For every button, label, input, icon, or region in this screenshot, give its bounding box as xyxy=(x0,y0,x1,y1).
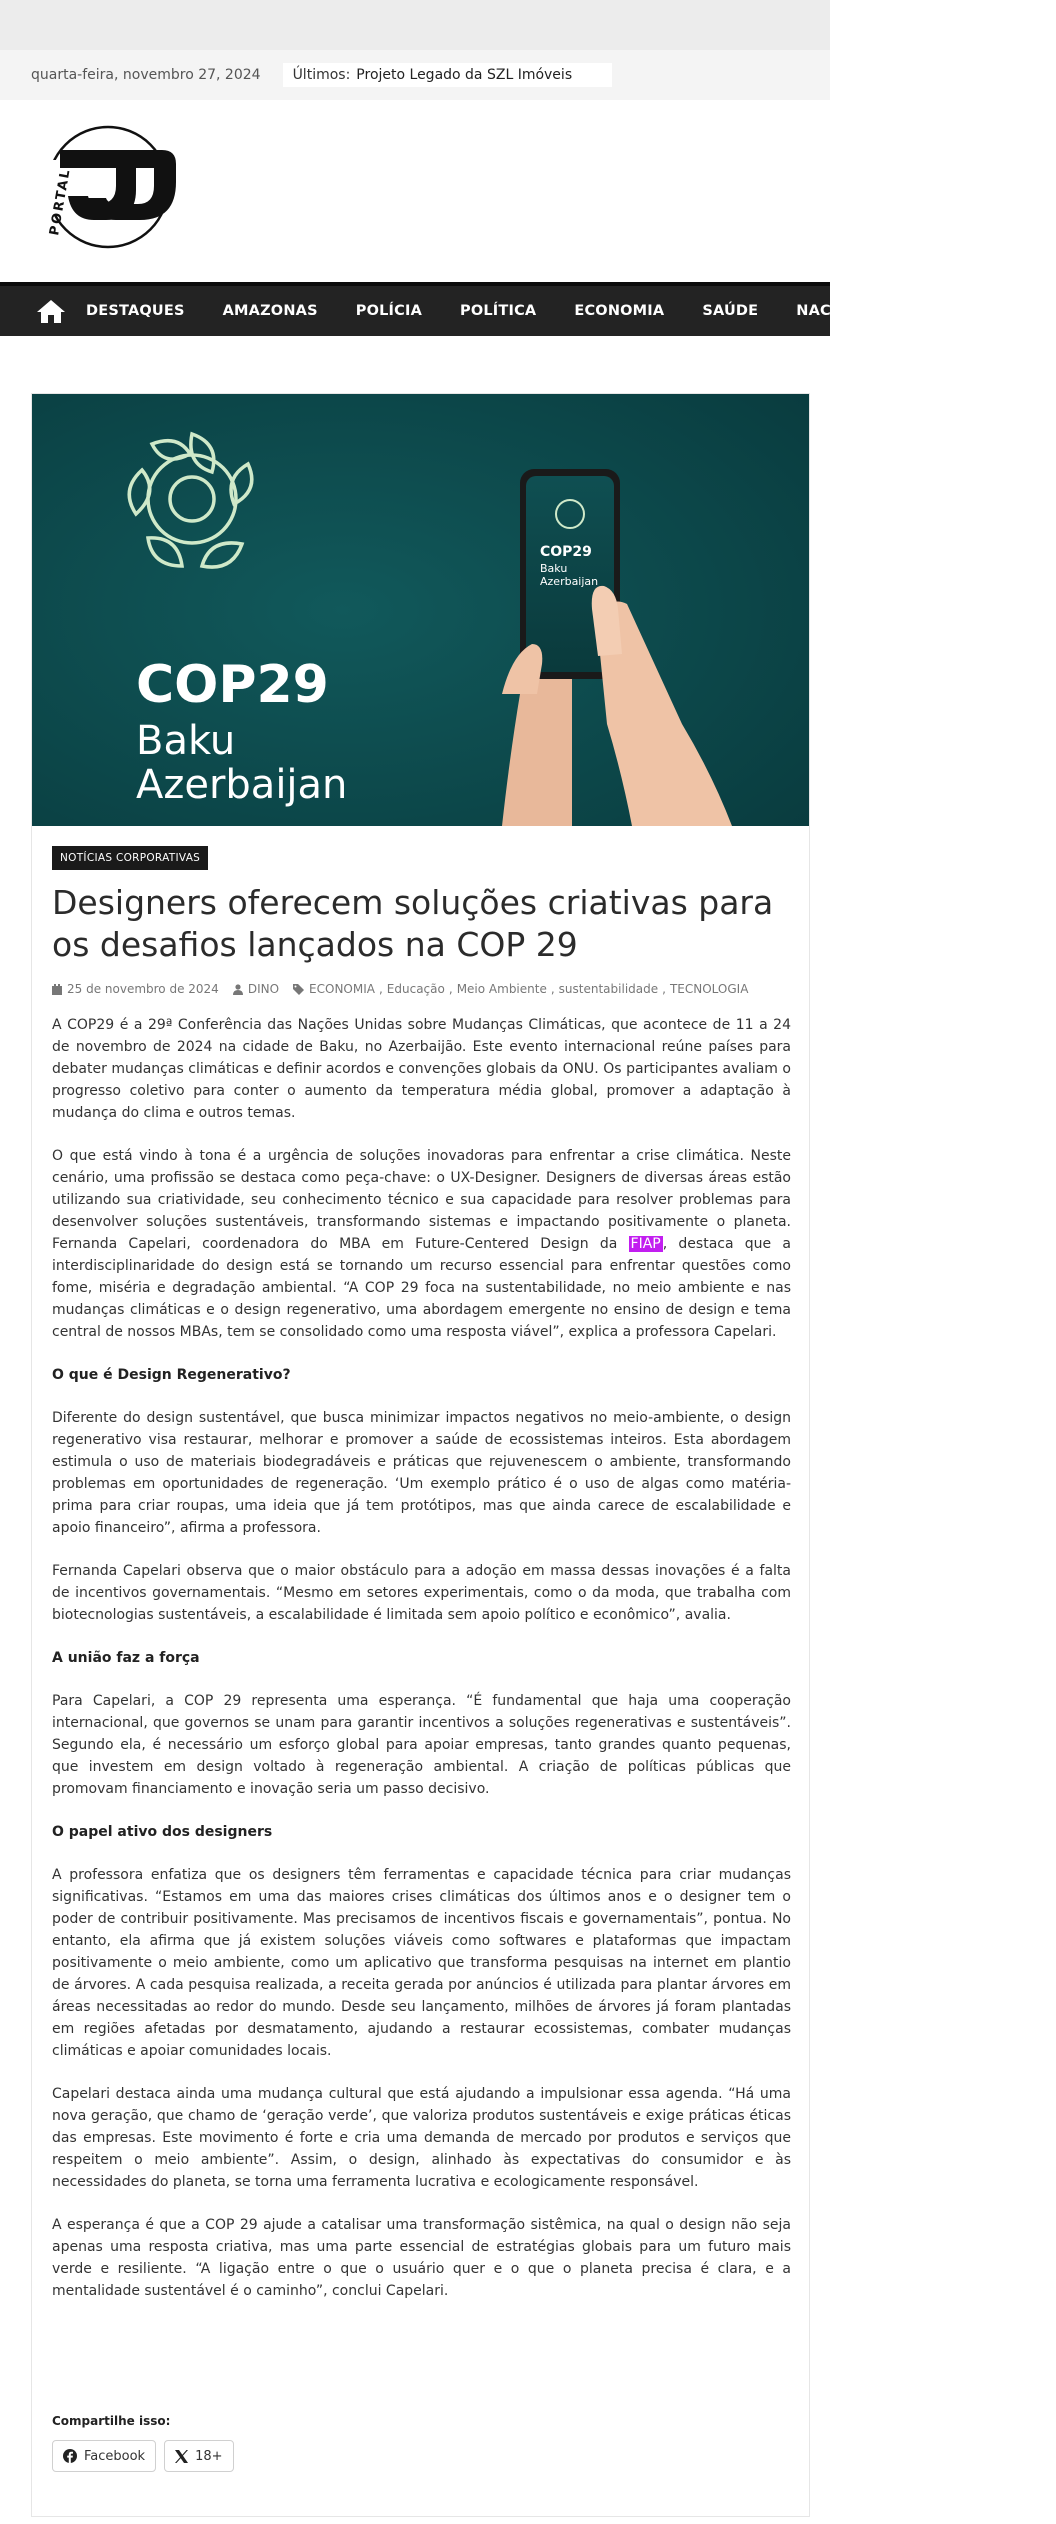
top-bar xyxy=(0,50,830,100)
main-navigation xyxy=(0,282,1056,336)
hero-azerbaijan-text: Azerbaijan xyxy=(136,762,348,808)
tag-icon xyxy=(293,984,304,995)
user-icon xyxy=(233,984,243,995)
paragraph: Fernanda Capelari observa que o maior obstáculo para a adoção em massa dessas inovações é a falta de incentivos governamentais. “Mesmo em setores experimentais, como o da moda, que trabalha com biotecnologias sustentáveis, a escalabilidade é limitada sem apoio político e econômico”, avalia. xyxy=(52,1563,791,1623)
nav-item-economia[interactable]: ECONOMIA xyxy=(574,303,665,319)
article-meta: 25 de novembro de 2024 DINO ECONOMIA , Educação , Meio Ambiente , sustentabilidade , TECNOLOGIA xyxy=(52,982,762,996)
home-button[interactable] xyxy=(36,296,66,326)
phone-azerbaijan-text: Azerbaijan xyxy=(540,575,599,588)
paragraph: Diferente do design sustentável, que busca minimizar impactos negativos no meio-ambiente, o design regenerativo visa restaurar, melhorar e promover a saúde de ecossistemas inteiros. Esta abordagem estimula o uso de materiais biodegradáveis e práticas que rejuvenescem o ambiente, transformando problemas em oportunidades de regeneração. ‘Um exemplo prático é o uso de algas como matéria-prima para criar roupas, uma ideia que já tem protótipos, mas que ainda carece de escalabilidade e apoio financeiro”, afirma a professora. xyxy=(52,1410,791,1536)
hero-illustration xyxy=(32,394,809,826)
facebook-icon xyxy=(63,2449,77,2463)
section-heading-uniao: A união faz a força xyxy=(52,1650,200,1666)
tag-link[interactable]: Meio Ambiente xyxy=(456,982,547,996)
tag-link[interactable]: ECONOMIA xyxy=(309,982,375,996)
hero-cop29-text: COP29 xyxy=(136,655,329,715)
hero-baku-text: Baku xyxy=(136,718,236,764)
share-facebook-button[interactable] xyxy=(52,2440,156,2472)
latest-news-link[interactable]: Projeto Legado da SZL Imóveis xyxy=(356,67,573,83)
x-share-count: 18+ xyxy=(195,2448,223,2464)
share-label: Compartilhe isso: xyxy=(52,2414,171,2428)
article-title: Designers oferecem soluções criativas para os desafios lançados na COP 29 xyxy=(52,883,774,964)
current-date: quarta-feira, novembro 27, 2024 xyxy=(31,67,261,83)
paragraph xyxy=(52,1145,791,1343)
article-date[interactable]: 25 de novembro de 2024 xyxy=(67,982,219,996)
nav-item-destaques[interactable]: DESTAQUES xyxy=(86,303,185,319)
top-gap xyxy=(0,0,830,50)
phone-cop29-text: COP29 xyxy=(540,544,592,560)
site-logo[interactable] xyxy=(32,120,182,255)
paragraph-text: O que está vindo à tona é a urgência de soluções inovadoras para enfrentar a crise climática. Neste cenário, uma profissão se destaca como peça-chave: o UX-Designer. Designers de diversas áreas estão utilizando sua criatividade, seu conhecimento técnico e sua capacidade para resolver problemas para desenvolver soluções sustentáveis, transformando sistemas e impactando positivamente o planeta. Fernanda Capelari, coordenadora do MBA em Future-Centered Design da xyxy=(52,1148,791,1252)
latest-news-ticker[interactable] xyxy=(283,63,613,87)
category-badge[interactable]: NOTÍCIAS CORPORATIVAS xyxy=(52,846,208,870)
paragraph: Capelari destaca ainda uma mudança cultural que está ajudando a impulsionar essa agenda. “Há uma nova geração, que chamo de ‘geração verde’, que valoriza produtos sustentáveis e exige práticas éticas das empresas. Este movimento é forte e cria uma demanda de mercado por produtos e serviços que respeitem o meio ambiente”. Assim, o design, alinhado às expectativas do consumidor e às necessidades do planeta, se torna uma ferramenta lucrativa e ecologicamente responsável. xyxy=(52,2086,791,2190)
site-header xyxy=(0,100,830,280)
nav-item-nacional[interactable]: NACIONAL xyxy=(796,303,883,319)
article-hero-image xyxy=(32,394,809,826)
article-body xyxy=(52,1014,791,2323)
paragraph: A professora enfatiza que os designers têm ferramentas e capacidade técnica para criar mudanças significativas. “Estamos em uma das maiores crises climáticas dos últimos anos e o designer tem o poder de contribuir positivamente. Mas precisamos de incentivos fiscais e governamentais”, pontua. No entanto, ela afirma que já existem soluções viáveis como softwares e plataformas que impactam positivamente o meio ambiente, como um aplicativo que transforma pesquisas na internet em plantio de árvores. A cada pesquisa realizada, a receita gerada por anúncios é utilizada para plantar árvores em áreas necessitadas ao redor do mundo. Desde seu lançamento, milhões de árvores já foram plantadas em regiões afetadas por desmatamento, ajudando a restaurar ecossistemas, combater mudanças climáticas e apoiar comunidades locais. xyxy=(52,1867,791,2059)
nav-item-amazonas[interactable]: AMAZONAS xyxy=(222,303,318,319)
tag-link[interactable]: sustentabilidade xyxy=(558,982,659,996)
logo-portal-text: PORTAL xyxy=(47,166,74,237)
article-card xyxy=(31,393,810,2517)
paragraph-text: , destaca que a interdisciplinaridade do design está se tornando um recurso essencial para enfrentar questões como fome, miséria e degradação ambiental. “A COP 29 foca na sustentabilidade, no meio ambiente e nas mudanças climáticas e o design regenerativo, uma abordagem emergente no ensino de design e tema central de nossos MBAs, tem se consolidado como uma resposta viável”, explica a professora Capelari. xyxy=(52,1236,791,1340)
nav-item-saude[interactable]: SAÚDE xyxy=(702,303,759,319)
share-x-button[interactable] xyxy=(164,2440,233,2472)
home-icon xyxy=(36,298,66,324)
logo-graphic xyxy=(32,120,182,255)
section-heading-design-regenerativo: O que é Design Regenerativo? xyxy=(52,1367,291,1383)
phone-baku-text: Baku xyxy=(540,562,568,575)
nav-item-policia[interactable]: POLÍCIA xyxy=(355,303,422,319)
highlighted-fiap: FIAP xyxy=(630,1236,661,1252)
tag-link[interactable]: TECNOLOGIA xyxy=(669,982,749,996)
calendar-icon xyxy=(52,984,62,995)
x-icon xyxy=(175,2450,188,2463)
tag-link[interactable]: Educação xyxy=(386,982,445,996)
paragraph: Para Capelari, a COP 29 representa uma esperança. “É fundamental que haja uma cooperação internacional, que governos se unam para garantir incentivos a soluções regenerativas e sustentáveis”. Segundo ela, é necessário um esforço global para apoiar empresas, tanto grandes quanto pequenas, que investem em design voltado à regeneração ambiental. A criação de políticas públicas que promovam financiamento e inovação seria um passo decisivo. xyxy=(52,1693,791,1797)
paragraph: A esperança é que a COP 29 ajude a catalisar uma transformação sistêmica, na qual o design não seja apenas uma resposta criativa, mas uma parte essencial de estratégias globais para um futuro mais verde e resiliente. “A ligação entre o que o usuário quer e o que o planeta precisa é clara, e a mentalidade sustentável é o caminho”, conclui Capelari. xyxy=(52,2217,791,2299)
paragraph: A COP29 é a 29ª Conferência das Nações Unidas sobre Mudanças Climáticas, que acontece de 11 a 24 de novembro de 2024 na cidade de Baku, no Azerbaijão. Este evento internacional reúne países para debater mudanças climáticas e definir acordos e convenções globais da ONU. Os participantes avaliam o progresso coletivo para conter o aumento da temperatura média global, promover a adaptação à mudança do clima e outros temas. xyxy=(52,1017,791,1121)
section-heading-papel-designers: O papel ativo dos designers xyxy=(52,1824,273,1840)
nav-item-politica[interactable]: POLÍTICA xyxy=(460,303,537,319)
nav-item-internacional[interactable]: INTERNACIONAL xyxy=(920,303,1056,319)
share-section xyxy=(52,2414,234,2472)
latest-label: Últimos: xyxy=(292,67,351,83)
article-author[interactable]: DINO xyxy=(247,982,280,996)
facebook-label: Facebook xyxy=(84,2448,146,2464)
